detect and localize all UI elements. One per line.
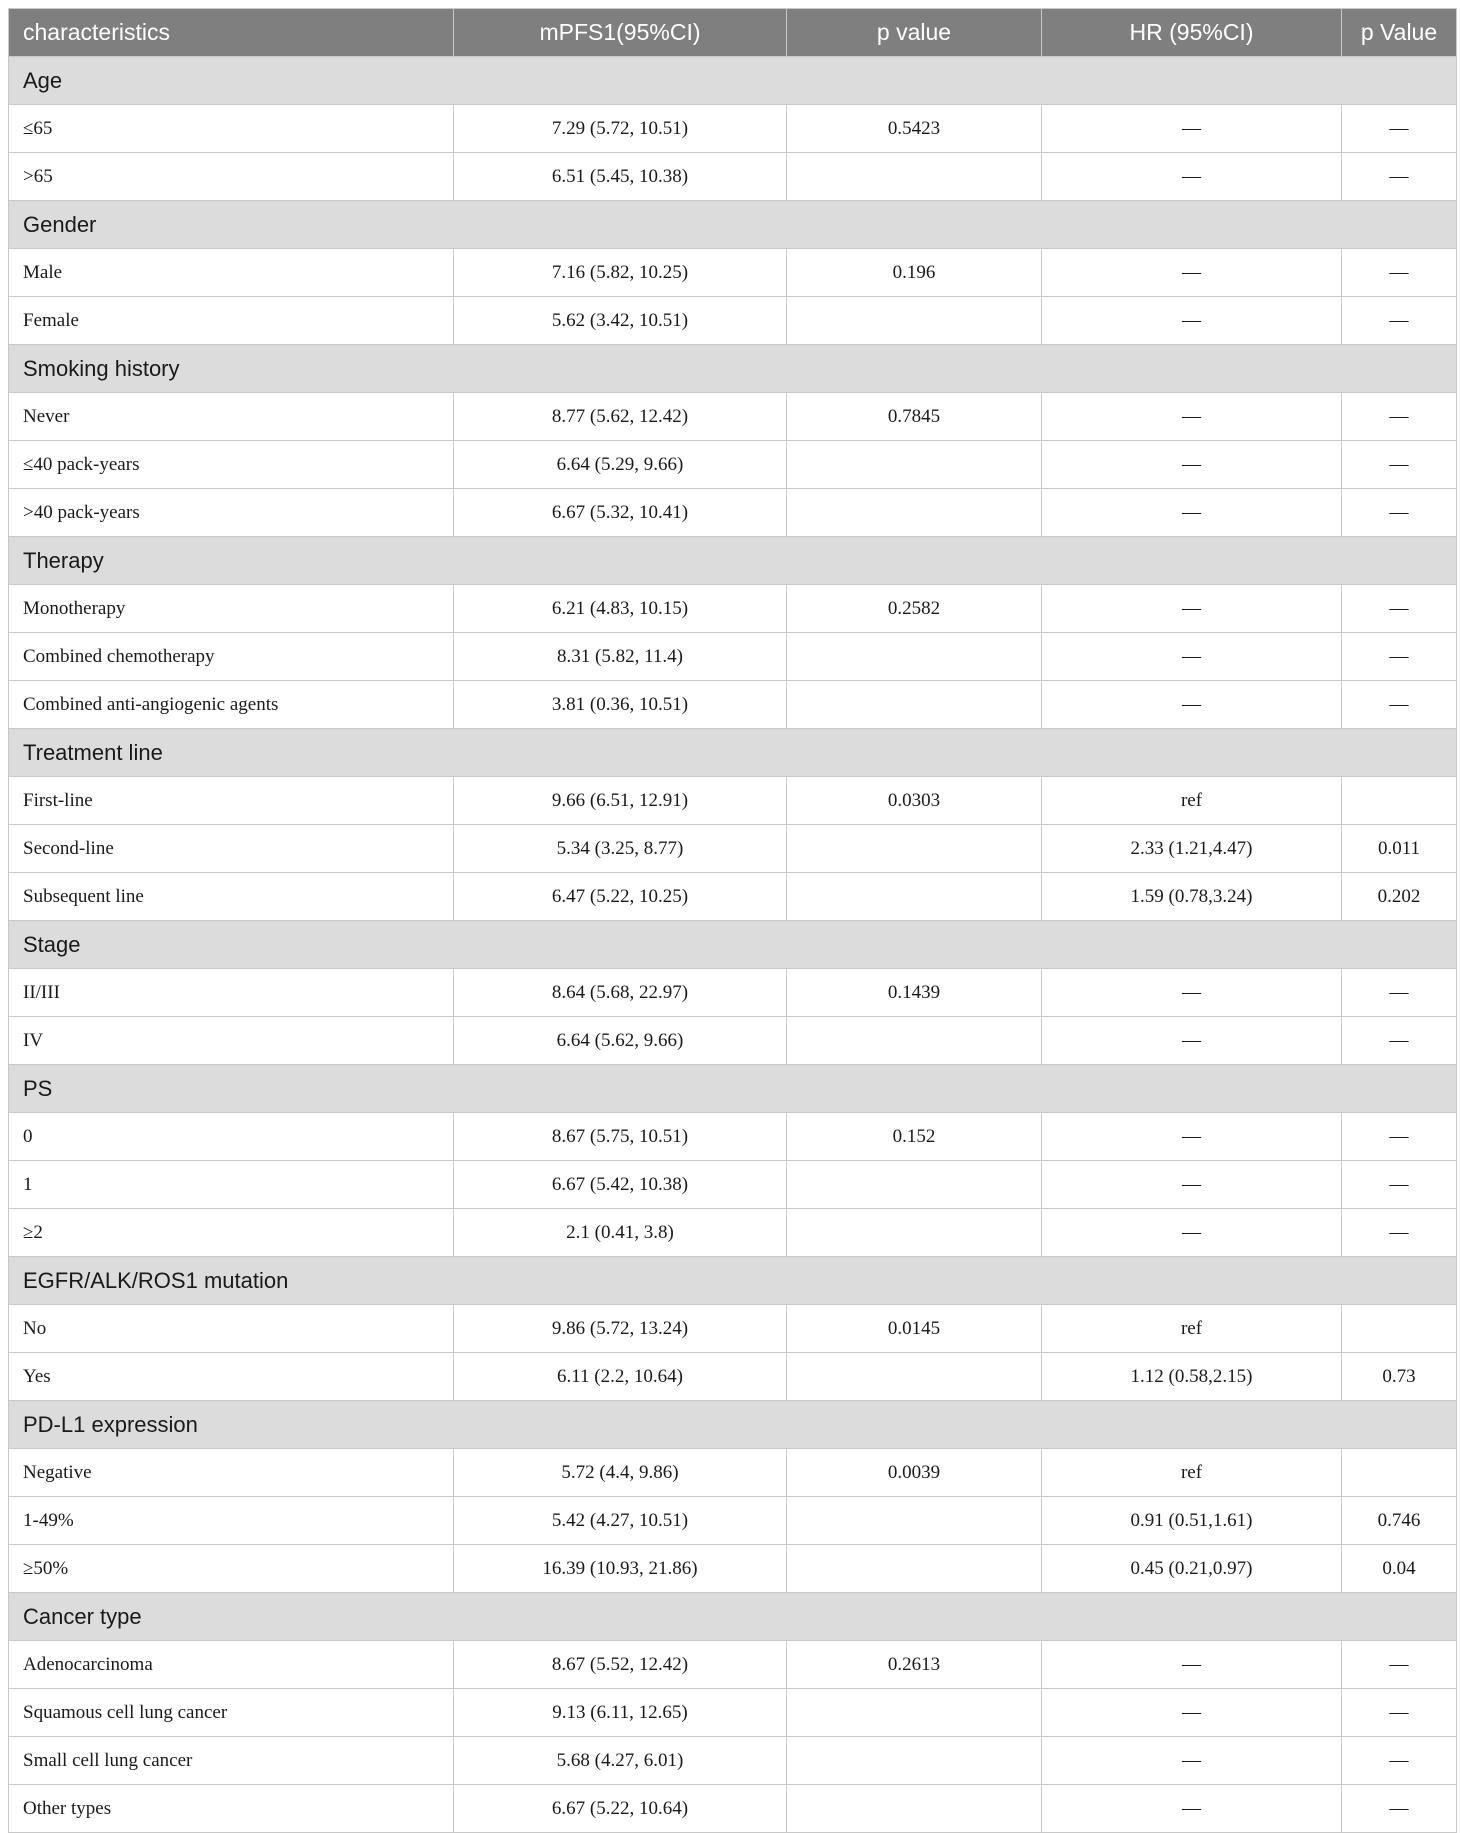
cell-hr: ref <box>1042 1305 1342 1353</box>
cell-hr: — <box>1042 1737 1342 1785</box>
cell-p-value <box>787 297 1042 345</box>
cell-p-value <box>787 1785 1042 1833</box>
cell-mpfs1: 6.21 (4.83, 10.15) <box>454 585 787 633</box>
header-characteristics: characteristics <box>9 9 454 57</box>
table-row <box>9 1449 1457 1497</box>
cell-hr: — <box>1042 441 1342 489</box>
table-row <box>9 633 1457 681</box>
group-row <box>9 201 1457 249</box>
cell-hr-p-value <box>1342 1305 1457 1353</box>
cell-hr: — <box>1042 1113 1342 1161</box>
cell-mpfs1: 9.66 (6.51, 12.91) <box>454 777 787 825</box>
table-row <box>9 249 1457 297</box>
cell-hr: — <box>1042 1017 1342 1065</box>
cell-p-value: 0.0303 <box>787 777 1042 825</box>
cell-characteristic: 1 <box>9 1161 454 1209</box>
cell-hr: — <box>1042 681 1342 729</box>
cell-hr: — <box>1042 1209 1342 1257</box>
table-row <box>9 777 1457 825</box>
cell-characteristic: 1-49% <box>9 1497 454 1545</box>
table-row <box>9 297 1457 345</box>
cell-hr: — <box>1042 105 1342 153</box>
cell-hr: 0.45 (0.21,0.97) <box>1042 1545 1342 1593</box>
cell-hr: — <box>1042 393 1342 441</box>
cell-p-value <box>787 825 1042 873</box>
cell-hr-p-value: 0.746 <box>1342 1497 1457 1545</box>
cell-characteristic: ≤65 <box>9 105 454 153</box>
cell-hr-p-value: — <box>1342 1209 1457 1257</box>
table-row <box>9 1161 1457 1209</box>
cell-hr: — <box>1042 969 1342 1017</box>
cell-hr-p-value: — <box>1342 681 1457 729</box>
cell-characteristic: First-line <box>9 777 454 825</box>
cell-hr-p-value: — <box>1342 153 1457 201</box>
header-p-value-hr: p Value <box>1342 9 1457 57</box>
cell-p-value <box>787 1161 1042 1209</box>
cell-mpfs1: 8.31 (5.82, 11.4) <box>454 633 787 681</box>
table-body <box>9 57 1457 1833</box>
cell-mpfs1: 6.51 (5.45, 10.38) <box>454 153 787 201</box>
cell-mpfs1: 9.13 (6.11, 12.65) <box>454 1689 787 1737</box>
cell-p-value <box>787 1545 1042 1593</box>
cell-mpfs1: 9.86 (5.72, 13.24) <box>454 1305 787 1353</box>
table-row <box>9 1017 1457 1065</box>
group-title: Treatment line <box>9 729 1457 777</box>
cell-hr-p-value: — <box>1342 393 1457 441</box>
cell-characteristic: Monotherapy <box>9 585 454 633</box>
cell-hr-p-value: — <box>1342 1017 1457 1065</box>
header-row <box>9 9 1457 57</box>
table-row <box>9 489 1457 537</box>
cell-p-value <box>787 441 1042 489</box>
cell-hr-p-value: — <box>1342 1689 1457 1737</box>
cell-mpfs1: 6.11 (2.2, 10.64) <box>454 1353 787 1401</box>
cell-characteristic: IV <box>9 1017 454 1065</box>
table-row <box>9 1737 1457 1785</box>
cell-characteristic: II/III <box>9 969 454 1017</box>
cell-hr-p-value: — <box>1342 1161 1457 1209</box>
table-row <box>9 969 1457 1017</box>
cell-mpfs1: 3.81 (0.36, 10.51) <box>454 681 787 729</box>
group-title: PD-L1 expression <box>9 1401 1457 1449</box>
cell-hr: — <box>1042 585 1342 633</box>
cell-p-value: 0.0039 <box>787 1449 1042 1497</box>
header-p-value: p value <box>787 9 1042 57</box>
table-row <box>9 825 1457 873</box>
group-title: Gender <box>9 201 1457 249</box>
cell-characteristic: ≥2 <box>9 1209 454 1257</box>
cell-mpfs1: 8.67 (5.52, 12.42) <box>454 1641 787 1689</box>
group-row <box>9 1257 1457 1305</box>
cell-hr-p-value: 0.04 <box>1342 1545 1457 1593</box>
cell-hr-p-value: — <box>1342 1737 1457 1785</box>
cell-hr: — <box>1042 1161 1342 1209</box>
cell-hr: 0.91 (0.51,1.61) <box>1042 1497 1342 1545</box>
cell-hr-p-value <box>1342 777 1457 825</box>
table-row <box>9 873 1457 921</box>
cell-hr: — <box>1042 633 1342 681</box>
group-row <box>9 1593 1457 1641</box>
results-table <box>8 8 1457 1833</box>
cell-characteristic: No <box>9 1305 454 1353</box>
cell-characteristic: 0 <box>9 1113 454 1161</box>
cell-p-value <box>787 1017 1042 1065</box>
cell-p-value <box>787 1353 1042 1401</box>
cell-hr-p-value: 0.011 <box>1342 825 1457 873</box>
cell-hr: 2.33 (1.21,4.47) <box>1042 825 1342 873</box>
table-row <box>9 441 1457 489</box>
table-row <box>9 1209 1457 1257</box>
cell-hr-p-value: — <box>1342 489 1457 537</box>
cell-characteristic: Negative <box>9 1449 454 1497</box>
header-hr: HR (95%CI) <box>1042 9 1342 57</box>
cell-p-value: 0.5423 <box>787 105 1042 153</box>
cell-hr: ref <box>1042 1449 1342 1497</box>
table-row <box>9 585 1457 633</box>
cell-mpfs1: 5.72 (4.4, 9.86) <box>454 1449 787 1497</box>
table-row <box>9 1545 1457 1593</box>
cell-characteristic: ≤40 pack-years <box>9 441 454 489</box>
cell-p-value: 0.2613 <box>787 1641 1042 1689</box>
cell-characteristic: Combined anti-angiogenic agents <box>9 681 454 729</box>
table-row <box>9 1353 1457 1401</box>
cell-hr-p-value <box>1342 1449 1457 1497</box>
cell-hr: 1.59 (0.78,3.24) <box>1042 873 1342 921</box>
table-row <box>9 153 1457 201</box>
cell-p-value <box>787 1689 1042 1737</box>
cell-p-value: 0.7845 <box>787 393 1042 441</box>
cell-characteristic: Male <box>9 249 454 297</box>
group-title: EGFR/ALK/ROS1 mutation <box>9 1257 1457 1305</box>
cell-mpfs1: 5.34 (3.25, 8.77) <box>454 825 787 873</box>
table-row <box>9 393 1457 441</box>
cell-hr: — <box>1042 489 1342 537</box>
cell-p-value: 0.2582 <box>787 585 1042 633</box>
cell-characteristic: Squamous cell lung cancer <box>9 1689 454 1737</box>
cell-p-value <box>787 1737 1042 1785</box>
table-header <box>9 9 1457 57</box>
cell-characteristic: Combined chemotherapy <box>9 633 454 681</box>
cell-hr: — <box>1042 1785 1342 1833</box>
group-title: Stage <box>9 921 1457 969</box>
cell-characteristic: Small cell lung cancer <box>9 1737 454 1785</box>
cell-mpfs1: 16.39 (10.93, 21.86) <box>454 1545 787 1593</box>
cell-mpfs1: 6.67 (5.32, 10.41) <box>454 489 787 537</box>
group-title: PS <box>9 1065 1457 1113</box>
cell-p-value <box>787 873 1042 921</box>
group-title: Cancer type <box>9 1593 1457 1641</box>
cell-mpfs1: 8.77 (5.62, 12.42) <box>454 393 787 441</box>
cell-hr: — <box>1042 1689 1342 1737</box>
cell-mpfs1: 6.67 (5.42, 10.38) <box>454 1161 787 1209</box>
group-title: Smoking history <box>9 345 1457 393</box>
cell-mpfs1: 5.68 (4.27, 6.01) <box>454 1737 787 1785</box>
header-mpfs1: mPFS1(95%CI) <box>454 9 787 57</box>
cell-mpfs1: 6.64 (5.29, 9.66) <box>454 441 787 489</box>
cell-mpfs1: 7.29 (5.72, 10.51) <box>454 105 787 153</box>
cell-hr-p-value: — <box>1342 297 1457 345</box>
cell-p-value <box>787 1209 1042 1257</box>
cell-mpfs1: 2.1 (0.41, 3.8) <box>454 1209 787 1257</box>
cell-hr: ref <box>1042 777 1342 825</box>
table-row <box>9 1497 1457 1545</box>
cell-hr-p-value: — <box>1342 105 1457 153</box>
cell-characteristic: Other types <box>9 1785 454 1833</box>
cell-hr-p-value: — <box>1342 585 1457 633</box>
cell-mpfs1: 6.47 (5.22, 10.25) <box>454 873 787 921</box>
cell-hr-p-value: — <box>1342 969 1457 1017</box>
cell-p-value <box>787 489 1042 537</box>
cell-mpfs1: 5.42 (4.27, 10.51) <box>454 1497 787 1545</box>
table-row <box>9 1305 1457 1353</box>
group-row <box>9 1401 1457 1449</box>
cell-characteristic: Never <box>9 393 454 441</box>
cell-hr-p-value: 0.202 <box>1342 873 1457 921</box>
table-row <box>9 1641 1457 1689</box>
cell-hr-p-value: 0.73 <box>1342 1353 1457 1401</box>
cell-hr-p-value: — <box>1342 1113 1457 1161</box>
cell-p-value: 0.152 <box>787 1113 1042 1161</box>
cell-mpfs1: 7.16 (5.82, 10.25) <box>454 249 787 297</box>
cell-mpfs1: 8.64 (5.68, 22.97) <box>454 969 787 1017</box>
table-row <box>9 105 1457 153</box>
table-row <box>9 1785 1457 1833</box>
table-row <box>9 681 1457 729</box>
cell-p-value <box>787 681 1042 729</box>
cell-mpfs1: 6.64 (5.62, 9.66) <box>454 1017 787 1065</box>
cell-hr: — <box>1042 297 1342 345</box>
cell-p-value <box>787 1497 1042 1545</box>
cell-hr-p-value: — <box>1342 633 1457 681</box>
cell-p-value: 0.1439 <box>787 969 1042 1017</box>
cell-hr: — <box>1042 249 1342 297</box>
cell-characteristic: Adenocarcinoma <box>9 1641 454 1689</box>
cell-hr: — <box>1042 153 1342 201</box>
cell-mpfs1: 5.62 (3.42, 10.51) <box>454 297 787 345</box>
cell-characteristic: Second-line <box>9 825 454 873</box>
cell-hr-p-value: — <box>1342 1641 1457 1689</box>
cell-mpfs1: 8.67 (5.75, 10.51) <box>454 1113 787 1161</box>
table-row <box>9 1689 1457 1737</box>
group-row <box>9 921 1457 969</box>
group-title: Therapy <box>9 537 1457 585</box>
group-row <box>9 537 1457 585</box>
group-row <box>9 345 1457 393</box>
cell-characteristic: ≥50% <box>9 1545 454 1593</box>
cell-hr: — <box>1042 1641 1342 1689</box>
cell-characteristic: >65 <box>9 153 454 201</box>
cell-p-value <box>787 153 1042 201</box>
cell-characteristic: Yes <box>9 1353 454 1401</box>
table-row <box>9 1113 1457 1161</box>
cell-p-value <box>787 633 1042 681</box>
group-row <box>9 729 1457 777</box>
cell-mpfs1: 6.67 (5.22, 10.64) <box>454 1785 787 1833</box>
cell-p-value: 0.0145 <box>787 1305 1042 1353</box>
cell-p-value: 0.196 <box>787 249 1042 297</box>
group-title: Age <box>9 57 1457 105</box>
cell-characteristic: Female <box>9 297 454 345</box>
cell-hr-p-value: — <box>1342 1785 1457 1833</box>
cell-characteristic: Subsequent line <box>9 873 454 921</box>
cell-characteristic: >40 pack-years <box>9 489 454 537</box>
group-row <box>9 57 1457 105</box>
cell-hr-p-value: — <box>1342 441 1457 489</box>
group-row <box>9 1065 1457 1113</box>
cell-hr: 1.12 (0.58,2.15) <box>1042 1353 1342 1401</box>
cell-hr-p-value: — <box>1342 249 1457 297</box>
